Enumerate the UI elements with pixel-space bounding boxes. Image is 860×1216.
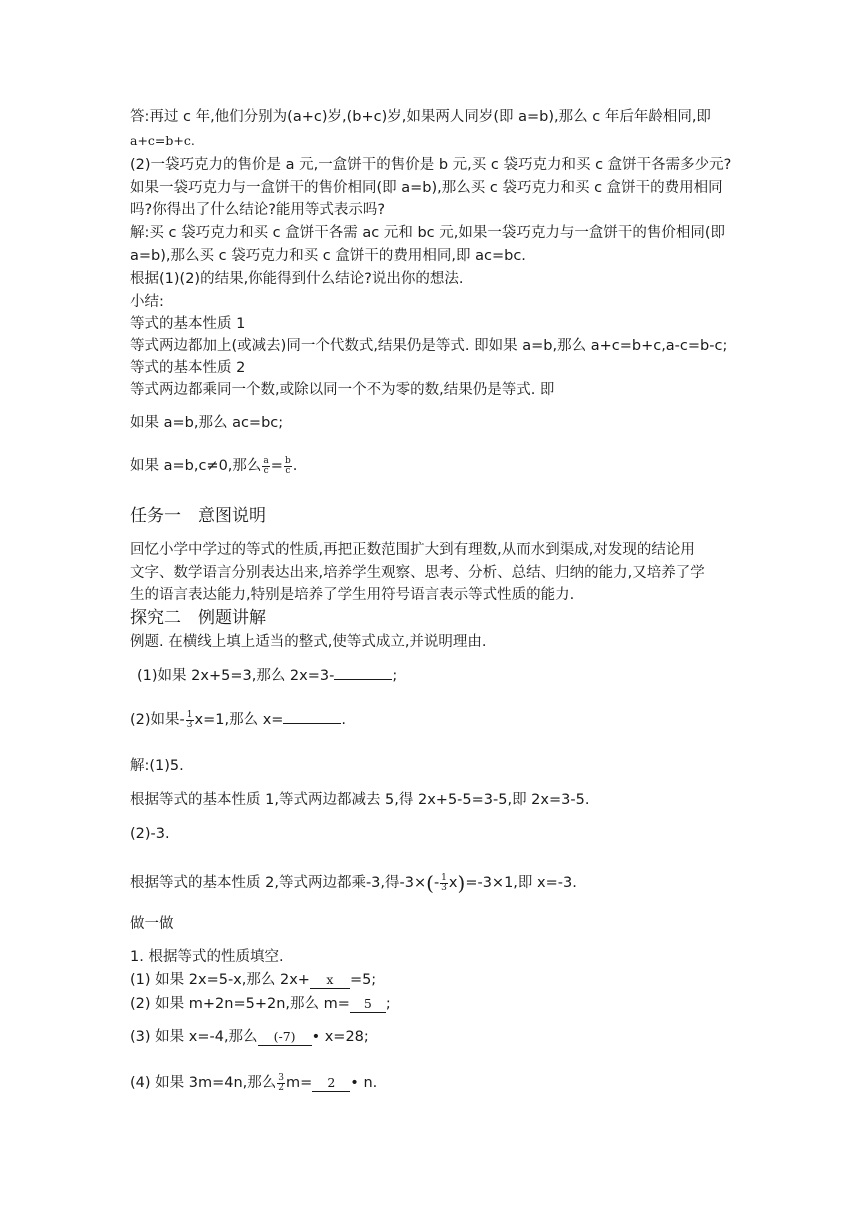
- practice-intro: 1. 根据等式的性质填空.: [130, 949, 284, 965]
- q2-suffix: .: [341, 712, 347, 728]
- fraction-denominator: c: [263, 465, 269, 476]
- conclusion-question: 根据(1)(2)的结果,你能得到什么结论?说出你的想法.: [130, 271, 464, 287]
- fraction-numerator: b: [284, 455, 291, 466]
- sol2-x: x: [448, 875, 458, 891]
- item-answer-blank[interactable]: x: [310, 972, 350, 989]
- solution-1-reason: 根据等式的基本性质 1,等式两边都减去 5,得 2x+5-5=3-5,即 2x=3-5.: [130, 792, 590, 808]
- q2-blank[interactable]: [283, 723, 341, 724]
- sol2-text: 根据等式的基本性质 2,等式两边都乘-3,得-3×: [130, 875, 427, 891]
- sol2-suffix: =-3×1,即 x=-3.: [465, 875, 577, 891]
- solution-2-line-2: a=b),那么买 c 袋巧克力和买 c 盒饼干的费用相同,即 ac=bc.: [130, 248, 526, 264]
- question-2-line-2: 如果一袋巧克力与一盒饼干的售价相同(即 a=b),那么买 c 袋巧克力和买 c 盒饼干的费用相同: [130, 180, 723, 196]
- fraction-denominator: 3: [186, 719, 193, 730]
- fraction-numerator: 1: [441, 872, 447, 883]
- q1-suffix: ;: [392, 668, 398, 684]
- practice-item-3: [130, 1027, 369, 1047]
- fraction-three-halves: [277, 1074, 285, 1093]
- item-text: (3) 如果 x=-4,那么: [130, 1029, 258, 1045]
- solution-2-reason: [130, 873, 577, 893]
- minus-sign: -: [433, 875, 440, 891]
- example-q2: [130, 710, 346, 730]
- item-answer-blank[interactable]: (-7): [258, 1029, 312, 1046]
- property-2-text: 等式两边都乘同一个数,或除以同一个不为零的数,结果仍是等式. 即: [130, 382, 555, 398]
- question-2-line-1: (2)一袋巧克力的售价是 a 元,一盒饼干的售价是 b 元,买 c 袋巧克力和买 c 盒饼干各需多少元?: [130, 157, 732, 173]
- q2-mid: x=1,那么 x=: [194, 712, 284, 728]
- fraction-a-over-c: [262, 457, 269, 476]
- task-1-line-1: 回忆小学中学过的等式的性质,再把正数范围扩大到有理数,从而水到渠成,对发现的结论用: [130, 542, 695, 558]
- left-paren: (: [426, 871, 434, 895]
- item-suffix: ;: [385, 996, 391, 1012]
- divide-prefix: 如果 a=b,c≠0,那么: [130, 458, 262, 474]
- item-mid: m=: [286, 1075, 313, 1091]
- property-2-multiply: 如果 a=b,那么 ac=bc;: [130, 415, 284, 431]
- fraction-one-third: [186, 711, 194, 730]
- item-answer-blank[interactable]: 2: [312, 1075, 350, 1092]
- equals-sign: =: [270, 458, 283, 474]
- fraction-numerator: 3: [278, 1072, 285, 1083]
- property-2-title: 等式的基本性质 2: [130, 360, 246, 376]
- property-1-title: 等式的基本性质 1: [130, 316, 246, 332]
- practice-item-4: [130, 1073, 377, 1093]
- practice-title: 做一做: [130, 916, 174, 932]
- practice-item-2: [130, 994, 391, 1014]
- explore-2-title: 探究二 例题讲解: [130, 608, 266, 628]
- q1-text: (1)如果 2x+5=3,那么 2x=3-: [137, 668, 335, 684]
- q2-text: (2)如果-: [130, 712, 185, 728]
- fraction-numerator: a: [263, 455, 269, 466]
- fraction-denominator: c: [285, 465, 291, 476]
- task-1-line-3: 生的语言表达能力,特别是培养了学生用符号语言表示等式性质的能力.: [130, 587, 575, 603]
- practice-item-1: [130, 970, 376, 990]
- property-2-divide: [130, 456, 297, 476]
- property-1-text: 等式两边都加上(或减去)同一个代数式,结果仍是等式. 即如果 a=b,那么 a+c=b+c,a-c=b-c;: [130, 338, 728, 354]
- task-1-line-2: 文字、数学语言分别表达出来,培养学生观察、思考、分析、总结、归纳的能力,又培养了学: [130, 565, 705, 581]
- solution-2: (2)-3.: [130, 826, 170, 842]
- task-1-title: 任务一 意图说明: [130, 506, 266, 526]
- solution-2-line-1: 解:买 c 袋巧克力和买 c 盒饼干各需 ac 元和 bc 元,如果一袋巧克力与一盒饼干的售价相同(即: [130, 225, 725, 241]
- example-q1: [137, 666, 397, 686]
- right-paren: ): [457, 871, 466, 895]
- item-suffix: • n.: [350, 1075, 378, 1091]
- fraction-denominator: 2: [278, 1082, 285, 1093]
- fraction-denominator: 3: [441, 882, 447, 893]
- summary-heading: 小结:: [130, 294, 164, 310]
- fraction-numerator: 1: [186, 709, 193, 720]
- solution-1: 解:(1)5.: [130, 758, 184, 774]
- item-text: (2) 如果 m+2n=5+2n,那么 m=: [130, 996, 350, 1012]
- question-2-line-3: 吗?你得出了什么结论?能用等式表示吗?: [130, 202, 386, 218]
- period: .: [292, 458, 298, 474]
- item-answer-blank[interactable]: 5: [350, 996, 386, 1013]
- item-text: (1) 如果 2x=5-x,那么 2x+: [130, 972, 310, 988]
- answer-line-2: a+c=b+c.: [130, 133, 195, 148]
- answer-line-1: 答:再过 c 年,他们分别为(a+c)岁,(b+c)岁,如果两人同岁(即 a=b),那么 c 年后年龄相同,即: [130, 109, 711, 125]
- q1-blank[interactable]: [334, 679, 392, 680]
- example-statement: 例题. 在横线上填上适当的整式,使等式成立,并说明理由.: [130, 634, 487, 650]
- fraction-b-over-c: [284, 457, 292, 476]
- fraction-one-third: [440, 874, 448, 893]
- item-suffix: =5;: [349, 972, 377, 988]
- item-text: (4) 如果 3m=4n,那么: [130, 1075, 277, 1091]
- item-suffix: • x=28;: [311, 1029, 369, 1045]
